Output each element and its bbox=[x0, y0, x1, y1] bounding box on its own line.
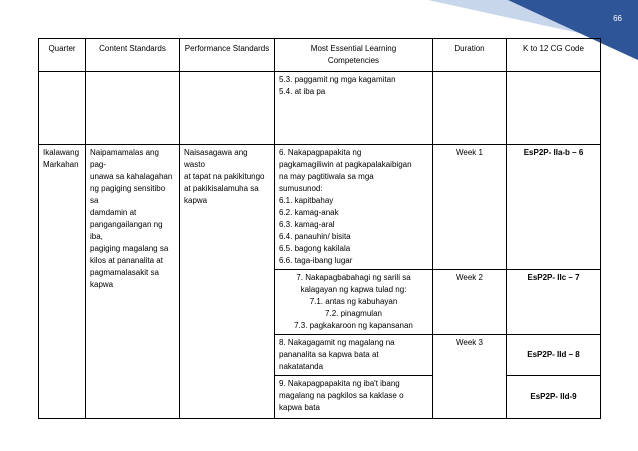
header-duration: Duration bbox=[433, 39, 507, 72]
header-competencies: Most Essential Learning Competencies bbox=[275, 39, 433, 72]
competency-8-cell: 8. Nakagagamit ng magalang na pananalita sa kapwa bata at nakatatanda bbox=[275, 335, 433, 376]
duration-week2-cell: Week 2 bbox=[433, 270, 507, 335]
competency-6-cell: 6. Nakapagpapakita ng pagkamagiliwin at pagkapalakaibigan na may pagtitiwala sa mga sumusunod: 6.1. kapitbahay 6.2. kamag-anak 6.3. kamag-aral 6.4. panauhin/ bisita 6.5. bagong kakilala 6.6. taga-ibang lugar bbox=[275, 145, 433, 270]
code-6-cell: EsP2P- IIa-b – 6 bbox=[507, 145, 601, 270]
table-row bbox=[39, 145, 601, 270]
row0-content bbox=[86, 72, 180, 145]
row0-competencies: 5.3. paggamit ng mga kagamitan 5.4. at iba pa bbox=[275, 72, 433, 145]
row0-code bbox=[507, 72, 601, 145]
row0-performance bbox=[180, 72, 275, 145]
table-row bbox=[39, 72, 601, 145]
header-code: K to 12 CG Code bbox=[507, 39, 601, 72]
table-header-row bbox=[39, 39, 601, 72]
code-8-cell: EsP2P- IId – 8 bbox=[507, 335, 601, 376]
header-content-standards: Content Standards bbox=[86, 39, 180, 72]
row0-quarter bbox=[39, 72, 86, 145]
page-number: 66 bbox=[613, 14, 622, 23]
performance-standards-cell: Naisasagawa ang wasto at tapat na pakikitungo at pakikisalamuha sa kapwa bbox=[180, 145, 275, 419]
row0-duration bbox=[433, 72, 507, 145]
competency-9-cell: 9. Nakapagpapakita ng iba't ibang magalang na pagkilos sa kaklase o kapwa bata bbox=[275, 376, 433, 419]
header-performance-standards: Performance Standards bbox=[180, 39, 275, 72]
duration-week3-cell: Week 3 bbox=[433, 335, 507, 419]
code-9-cell: EsP2P- IId-9 bbox=[507, 376, 601, 419]
content-standards-cell: Naipamamalas ang pag- unawa sa kahalagahan ng pagiging sensitibo sa damdamin at pangangailangan ng iba, pagiging magalang sa kilos at pananalita at pagmamalasakit sa kapwa bbox=[86, 145, 180, 419]
duration-week1-cell: Week 1 bbox=[433, 145, 507, 270]
code-7-cell: EsP2P- IIc – 7 bbox=[507, 270, 601, 335]
competency-7-cell: 7. Nakapagbabahagi ng sarili sa kalagayan ng kapwa tulad ng: 7.1. antas ng kabuhayan 7.2. pinagmulan 7.3. pagkakaroon ng kapansanan bbox=[275, 270, 433, 335]
curriculum-table bbox=[38, 38, 601, 419]
header-quarter: Quarter bbox=[39, 39, 86, 72]
quarter-cell: Ikalawang Markahan bbox=[39, 145, 86, 419]
